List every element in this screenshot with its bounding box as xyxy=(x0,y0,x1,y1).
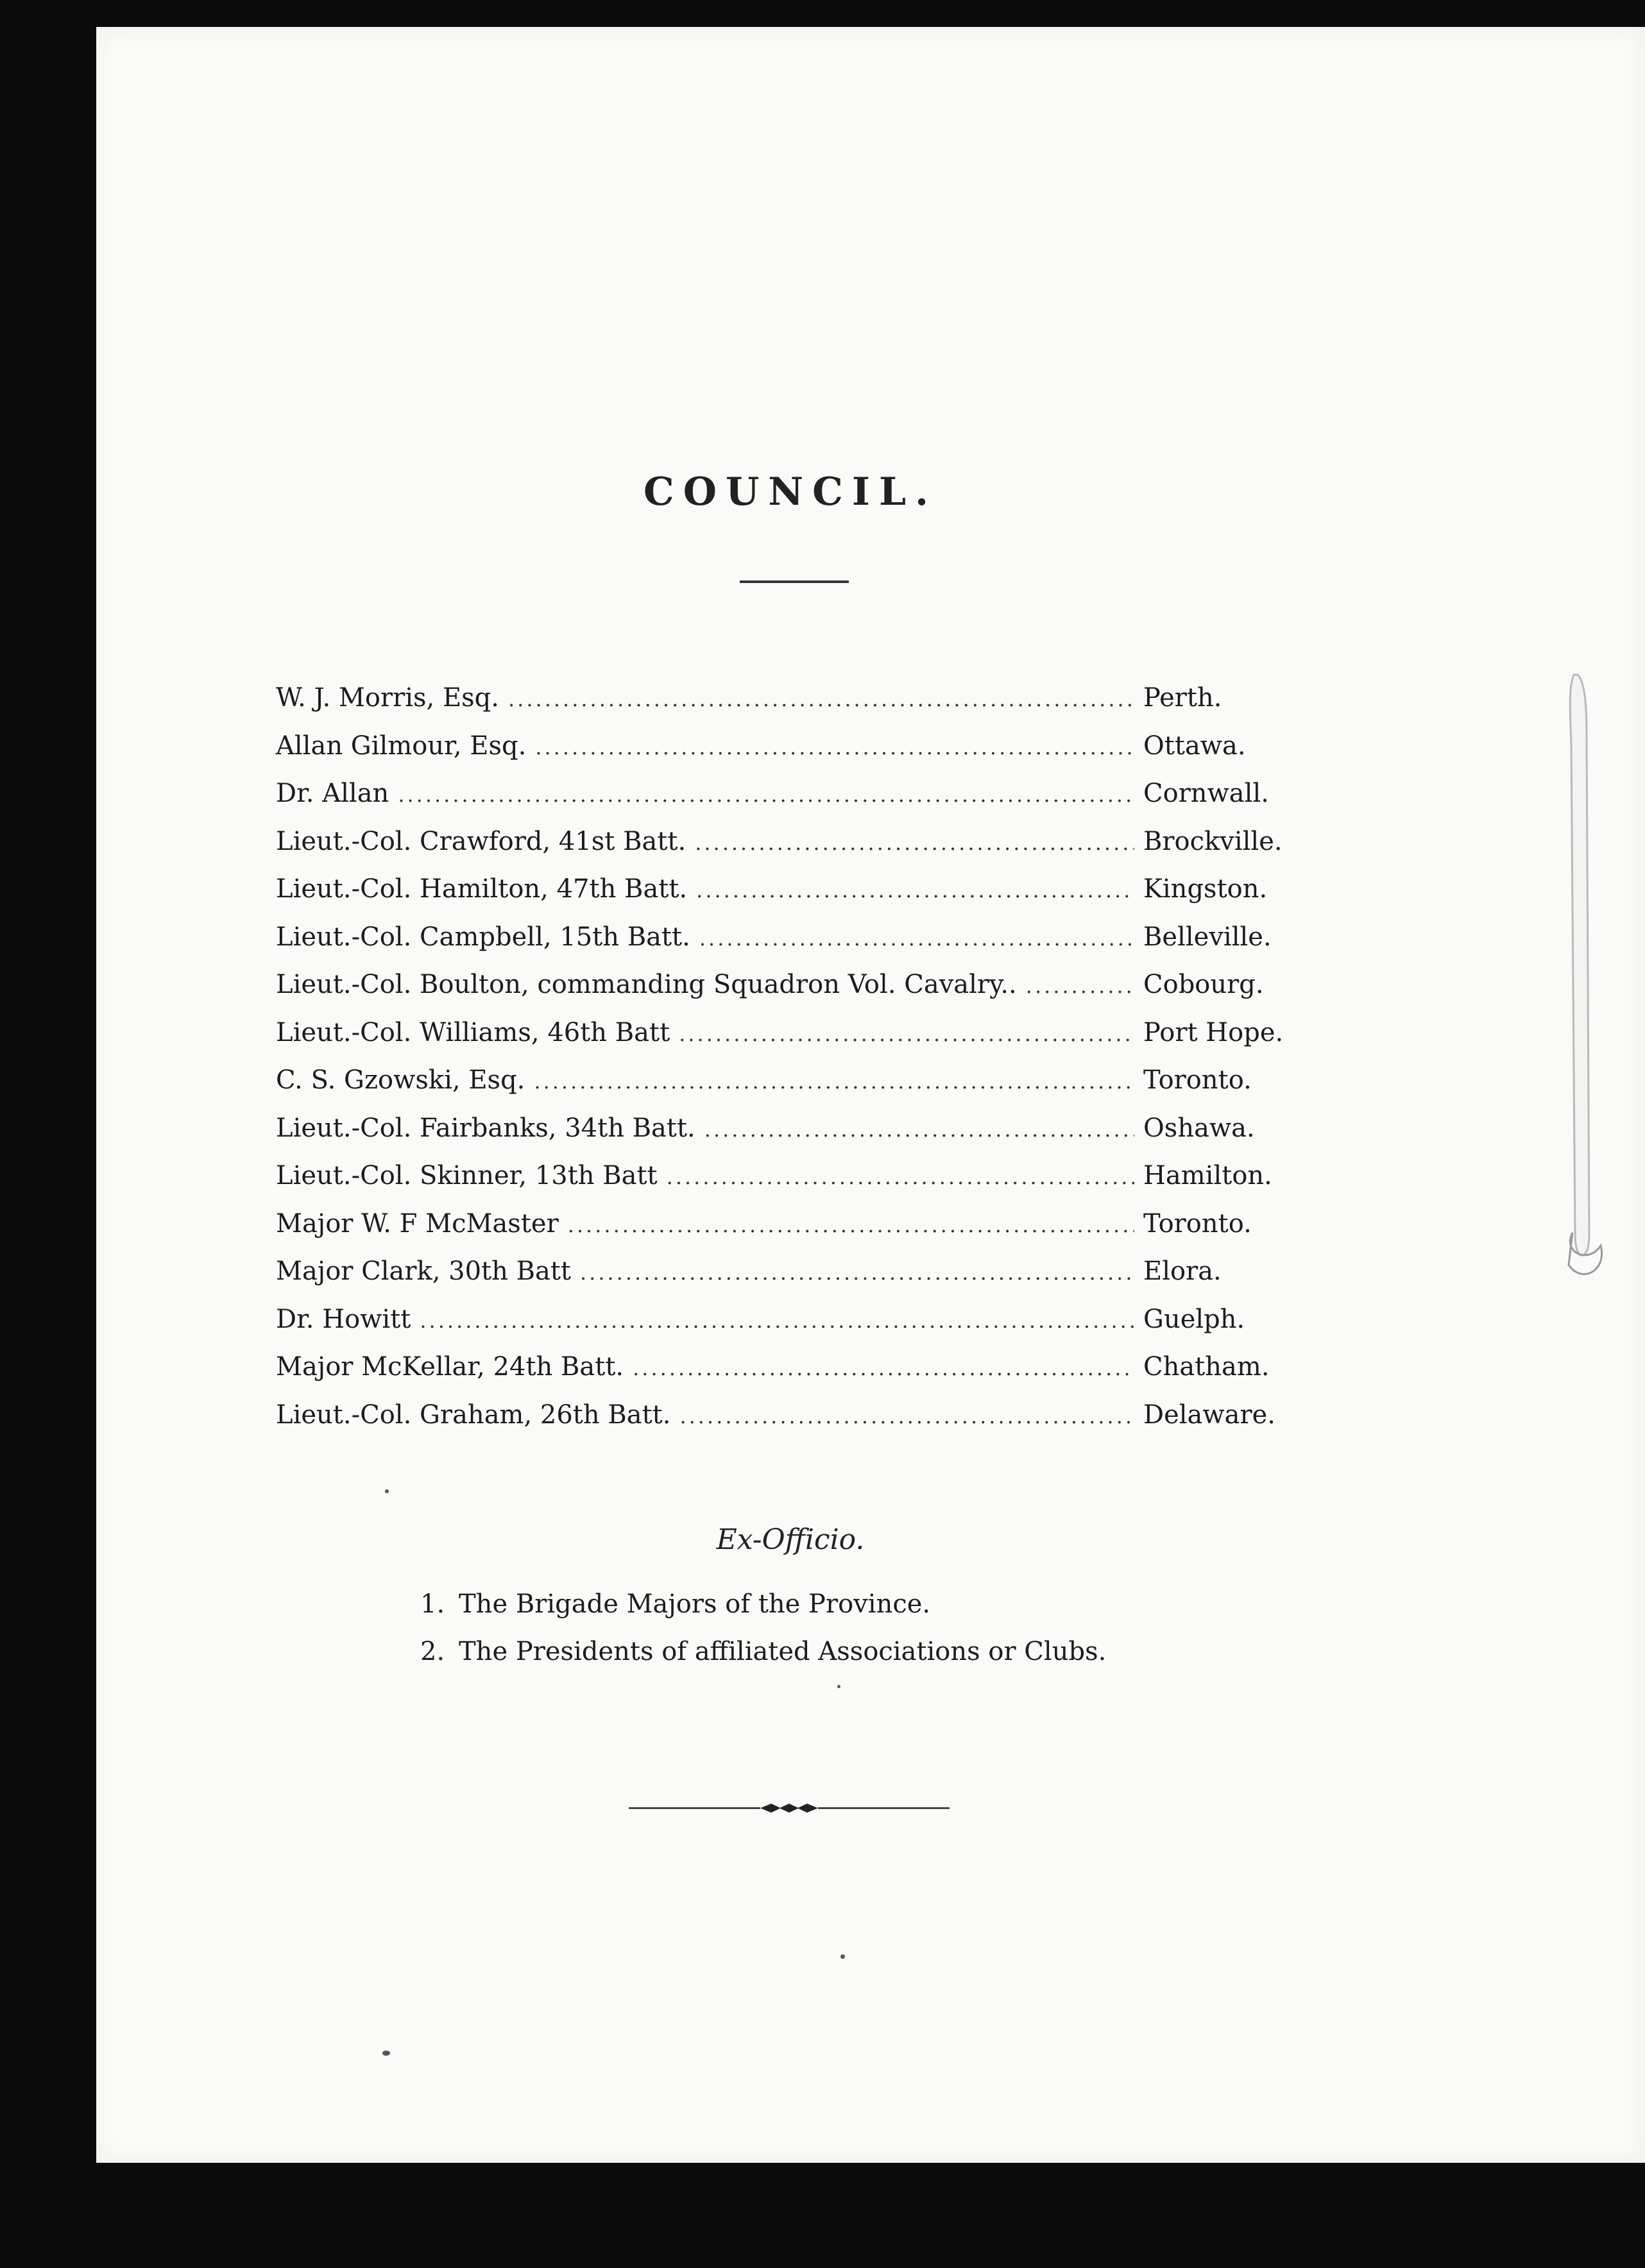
print-speck xyxy=(382,2051,390,2056)
member-name: Allan Gilmour, Esq. xyxy=(276,731,527,761)
council-entry xyxy=(276,1065,1302,1113)
dot-leader xyxy=(508,687,1134,711)
member-place: Chatham. xyxy=(1143,1352,1270,1382)
member-name: Lieut.-Col. Graham, 26th Batt. xyxy=(276,1400,671,1430)
item-number: 2. xyxy=(420,1637,445,1666)
council-entry xyxy=(276,827,1302,875)
member-name: Dr. Howitt xyxy=(276,1304,411,1334)
ex-officio-list xyxy=(420,1589,1318,1684)
binding-mark xyxy=(1562,668,1607,1310)
document-page xyxy=(96,27,1645,2163)
dot-leader xyxy=(699,926,1134,951)
member-name: Lieut.-Col. Crawford, 41st Batt. xyxy=(276,826,686,856)
member-place: Guelph. xyxy=(1143,1304,1245,1334)
member-place: Kingston. xyxy=(1143,874,1268,904)
council-entry xyxy=(276,1209,1302,1257)
item-text: The Brigade Majors of the Province. xyxy=(459,1589,931,1619)
council-entry xyxy=(276,683,1302,731)
ex-officio-item xyxy=(420,1637,1318,1684)
member-name: Dr. Allan xyxy=(276,779,389,808)
council-entry xyxy=(276,1352,1302,1400)
print-speck xyxy=(840,1954,845,1959)
ex-officio-heading: Ex-Officio. xyxy=(716,1523,865,1556)
member-name: Lieut.-Col. Boulton, commanding Squadron Vol. Cavalry.. xyxy=(276,970,1017,999)
dot-leader xyxy=(398,783,1134,807)
dot-leader xyxy=(633,1356,1134,1380)
council-entry xyxy=(276,970,1302,1018)
dot-leader xyxy=(667,1165,1134,1189)
print-speck xyxy=(837,1685,840,1688)
item-text: The Presidents of affiliated Associations or Clubs. xyxy=(459,1637,1107,1666)
dot-leader xyxy=(580,1260,1134,1285)
ex-officio-item xyxy=(420,1589,1318,1637)
member-name: Major Clark, 30th Batt xyxy=(276,1257,571,1286)
member-place: Ottawa. xyxy=(1143,731,1246,761)
print-speck xyxy=(385,1489,389,1493)
dot-leader xyxy=(420,1308,1134,1333)
council-entry xyxy=(276,874,1302,922)
dot-leader xyxy=(679,1022,1134,1046)
dot-leader xyxy=(696,878,1134,902)
member-name: Lieut.-Col. Skinner, 13th Batt xyxy=(276,1161,658,1190)
member-place: Perth. xyxy=(1143,683,1222,713)
member-place: Toronto. xyxy=(1143,1208,1252,1239)
member-name: Major McKellar, 24th Batt. xyxy=(276,1352,624,1382)
title-rule xyxy=(740,580,849,583)
council-entry xyxy=(276,1400,1302,1448)
member-name: Major W. F McMaster xyxy=(276,1208,559,1239)
council-entry xyxy=(276,1161,1302,1209)
council-entry xyxy=(276,731,1302,779)
member-place: Port Hope. xyxy=(1143,1017,1284,1047)
council-entry xyxy=(276,1305,1302,1353)
dot-leader xyxy=(679,1404,1134,1428)
member-name: Lieut.-Col. Campbell, 15th Batt. xyxy=(276,922,690,952)
dot-leader xyxy=(704,1117,1134,1142)
page-title: COUNCIL. xyxy=(643,470,938,514)
council-entry xyxy=(276,1113,1302,1162)
member-place: Delaware. xyxy=(1143,1400,1275,1430)
member-name: Lieut.-Col. Hamilton, 47th Batt. xyxy=(276,874,688,904)
council-entry xyxy=(276,1257,1302,1305)
dot-leader xyxy=(695,831,1134,855)
dot-leader xyxy=(1026,974,1134,998)
member-name: Lieut.-Col. Fairbanks, 34th Batt. xyxy=(276,1113,695,1143)
dot-leader xyxy=(534,1069,1134,1094)
council-entry xyxy=(276,779,1302,827)
dot-leader xyxy=(568,1213,1134,1237)
member-place: Cornwall. xyxy=(1143,779,1269,808)
member-place: Elora. xyxy=(1143,1257,1222,1286)
member-name: Lieut.-Col. Williams, 46th Batt xyxy=(276,1017,670,1047)
ornamental-divider xyxy=(629,1798,950,1818)
council-entry xyxy=(276,922,1302,970)
member-place: Brockville. xyxy=(1143,826,1283,856)
item-number: 1. xyxy=(420,1589,445,1619)
member-name: C. S. Gzowski, Esq. xyxy=(276,1065,525,1095)
member-place: Belleville. xyxy=(1143,922,1272,952)
member-place: Oshawa. xyxy=(1143,1113,1255,1143)
dot-leader xyxy=(535,735,1134,759)
council-list xyxy=(276,683,1302,1448)
member-name: W. J. Morris, Esq. xyxy=(276,683,499,713)
council-entry xyxy=(276,1018,1302,1066)
member-place: Cobourg. xyxy=(1143,970,1264,999)
member-place: Hamilton. xyxy=(1143,1161,1272,1190)
member-place: Toronto. xyxy=(1143,1065,1252,1095)
